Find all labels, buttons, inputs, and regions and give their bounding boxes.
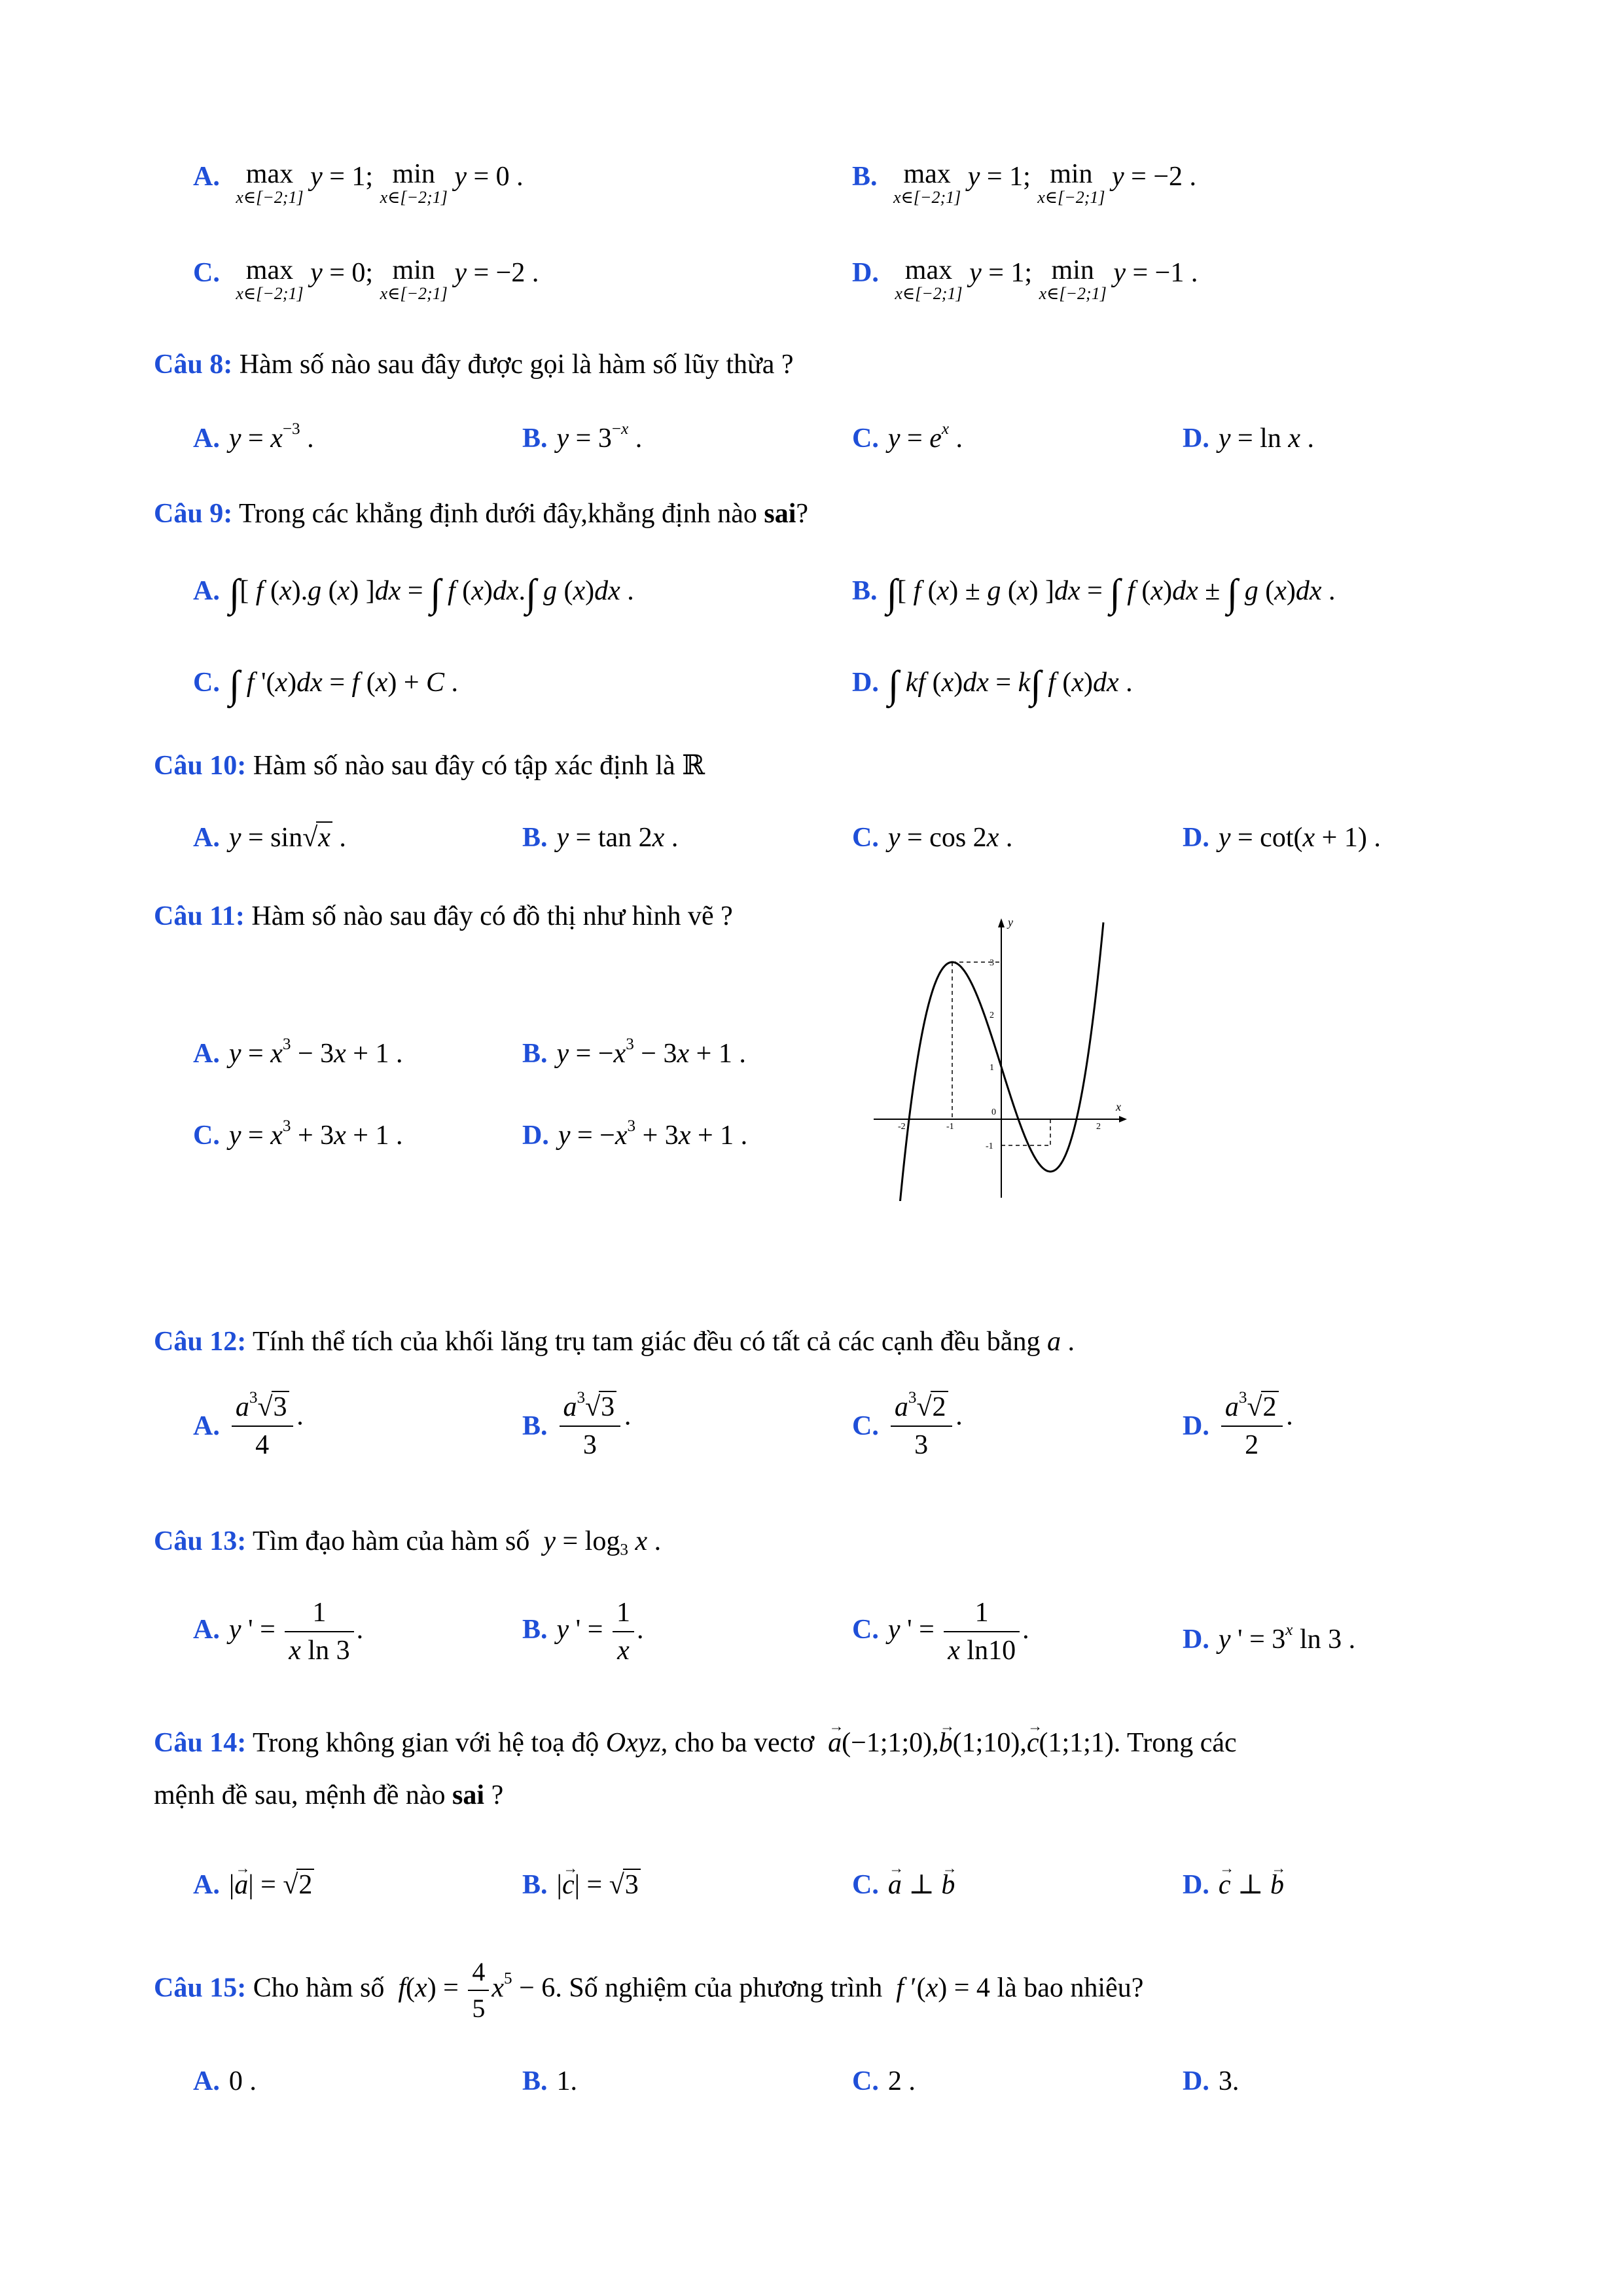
q9-question: Câu 9: Trong các khẳng định dưới đây,khẳng định nào sai?	[154, 499, 809, 529]
q9-option-b[interactable]: B. ∫[ f (x) ± g (x) ]dx = ∫ f (x)dx ± ∫ g (x)dx .	[852, 571, 1336, 615]
q13-option-d[interactable]: D. y ' = $3^x$ ln 3 .	[1183, 1621, 1356, 1655]
y-tick: -1	[986, 1141, 993, 1151]
q7-option-a[interactable]: A. max x∈[−2;1] y = 1; min x∈[−2;1] y = 0 .	[193, 159, 524, 207]
q14-option-c[interactable]: C.→ a ⊥ → b	[852, 1869, 955, 1901]
max-operator: max x∈[−2;1]	[236, 159, 304, 207]
q8-question: Câu 8: Hàm số nào sau đây được gọi là hàm số lũy thừa ?	[154, 350, 794, 380]
q12-option-a[interactable]: A. $\frac{a^3√3}{4}$ ·	[193, 1388, 305, 1461]
q13-option-a[interactable]: A. y ' = $\frac{1}{\text{x ln 3}}$ .	[193, 1598, 364, 1666]
q8-option-d[interactable]: D. y = ln x .	[1183, 423, 1315, 454]
q12-option-b[interactable]: B. $\frac{a^3√3}{3}$ ·	[522, 1388, 633, 1461]
q10-option-c[interactable]: C. y = cos 2x .	[852, 823, 1013, 853]
q14-question-line2: mệnh đề sau, mệnh đề nào sai ?	[154, 1780, 504, 1810]
q14-question: Câu 14: Trong không gian với hệ toạ độ Oxyz, cho ba vectơ → a(−1;1;0),→ b(1;10),→ c(1;1;1). Trong các	[154, 1727, 1237, 1759]
q13-option-b[interactable]: B. y ' = $\frac{1}{x}$ .	[522, 1598, 644, 1666]
q11-option-b[interactable]: B. $y = -x^3 - 3x + 1$ .	[522, 1035, 746, 1069]
q14-option-b[interactable]: B. |→ c| = √3	[522, 1869, 641, 1901]
q11-option-c[interactable]: C. $y = x^3 + 3x + 1$ .	[193, 1117, 403, 1151]
q7-option-d[interactable]: D. max x∈[−2;1] y = 1; min x∈[−2;1] y = −1 .	[852, 255, 1198, 303]
q14-option-a[interactable]: A. |→ a| = √2	[193, 1869, 314, 1901]
y-axis-label: y	[1008, 916, 1013, 929]
y-tick: 2	[990, 1011, 994, 1020]
q14-option-d[interactable]: D.→ c ⊥ → b	[1183, 1869, 1284, 1901]
q15-option-a[interactable]: A. 0 .	[193, 2066, 257, 2096]
q8-option-b[interactable]: B. $y = 3^{-x}$ .	[522, 420, 643, 454]
q8-option-a[interactable]: A. $y = x^{-3}$ .	[193, 420, 314, 454]
q11-question: Câu 11: Hàm số nào sau đây có đồ thị như hình vẽ ?	[154, 901, 733, 931]
x-tick: -1	[946, 1122, 954, 1132]
q15-question: Câu 15: Cho hàm số f(x) = $\frac{4}{5}$ $x^5 - 6$. Số nghiệm của phương trình f ′(x) = 4 là bao nhiêu?	[154, 1957, 1144, 2023]
q12-option-c[interactable]: C. $\frac{a^3√2}{3}$ ·	[852, 1388, 964, 1461]
q9-option-d[interactable]: D. ∫ kf (x)dx = k∫ f (x)dx .	[852, 663, 1133, 706]
q9-option-c[interactable]: C. ∫ f '(x)dx = f (x) + C .	[193, 663, 459, 706]
x-axis-label: x	[1116, 1100, 1121, 1113]
q10-option-a[interactable]: A. y = sin√x .	[193, 823, 346, 853]
x-axis-arrow-icon	[1119, 1116, 1127, 1122]
min-operator: min x∈[−2;1]	[380, 159, 448, 207]
q15-option-d[interactable]: D. 3.	[1183, 2066, 1240, 2096]
x-tick: 0	[991, 1107, 996, 1117]
x-tick: -2	[898, 1122, 906, 1132]
q13-question: Câu 13: Tìm đạo hàm của hàm số $y = \log_3 x$ .	[154, 1526, 662, 1559]
q10-option-d[interactable]: D. y = cot(x + 1) .	[1183, 823, 1381, 853]
q11-option-a[interactable]: A. $y = x^3 - 3x + 1$ .	[193, 1035, 403, 1069]
q10-question: Câu 10: Hàm số nào sau đây có tập xác định là ℝ	[154, 751, 705, 781]
q7-option-c[interactable]: C. max x∈[−2;1] y = 0; min x∈[−2;1] y = −2 .	[193, 255, 539, 303]
x-tick: 2	[1096, 1122, 1101, 1132]
q15-option-b[interactable]: B. 1.	[522, 2066, 578, 2096]
q8-option-c[interactable]: C. $y = e^x$ .	[852, 420, 963, 454]
q11-graph	[870, 906, 1132, 1201]
y-tick: 1	[990, 1063, 994, 1073]
q10-option-b[interactable]: B. y = tan 2x .	[522, 823, 679, 853]
y-axis-arrow-icon	[998, 918, 1005, 927]
q15-option-c[interactable]: C. 2 .	[852, 2066, 916, 2096]
q12-question: Câu 12: Tính thể tích của khối lăng trụ tam giác đều có tất cả các cạnh đều bằng a .	[154, 1327, 1075, 1357]
q11-option-d[interactable]: D. $y = -x^3 + 3x + 1$ .	[522, 1117, 748, 1151]
q7-option-b[interactable]: B. max x∈[−2;1] y = 1; min x∈[−2;1] y = −2 .	[852, 159, 1197, 207]
q9-option-a[interactable]: A. ∫[ f (x).g (x) ]dx = ∫ f (x)dx.∫ g (x)dx .	[193, 571, 634, 615]
q13-option-c[interactable]: C. y ' = $\frac{1}{\text{x ln10}}$ .	[852, 1598, 1029, 1666]
q12-option-d[interactable]: D. $\frac{a^3√2}{2}$ ·	[1183, 1388, 1294, 1461]
y-tick: 3	[990, 958, 994, 968]
